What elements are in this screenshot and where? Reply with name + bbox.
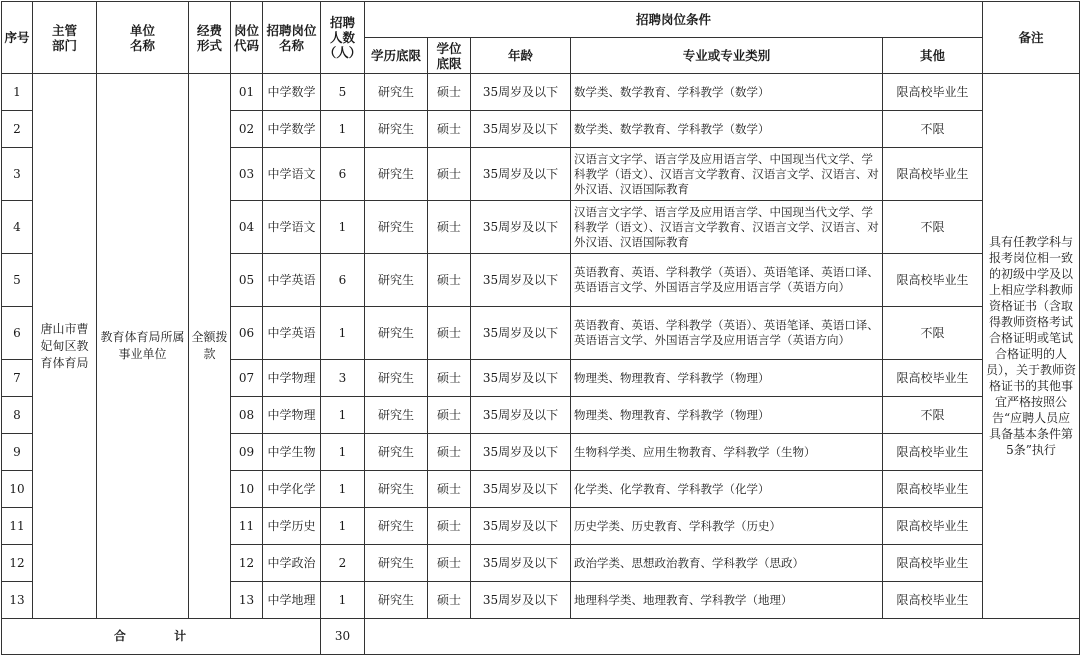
cell-major: 汉语言文字学、语言学及应用语言学、中国现当代文学、学科教学（语文）、汉语言文学教育、汉语言文学、汉语言、对外汉语、汉语国际教育 [571, 148, 883, 201]
cell-other: 限高校毕业生 [883, 582, 983, 619]
cell-age: 35周岁及以下 [471, 582, 571, 619]
cell-count: 1 [321, 397, 365, 434]
cell-count: 1 [321, 201, 365, 254]
cell-count: 1 [321, 111, 365, 148]
cell-funding: 全额拨款 [189, 74, 231, 619]
cell-degree: 硕士 [428, 201, 471, 254]
cell-seq: 11 [2, 508, 33, 545]
cell-degree: 硕士 [428, 74, 471, 111]
cell-edu: 研究生 [365, 74, 428, 111]
cell-post: 中学英语 [263, 254, 321, 307]
cell-degree: 硕士 [428, 111, 471, 148]
header-post: 招聘岗位 名称 [263, 2, 321, 74]
cell-post: 中学语文 [263, 201, 321, 254]
header-dept: 主管 部门 [33, 2, 97, 74]
cell-post: 中学生物 [263, 434, 321, 471]
cell-count: 5 [321, 74, 365, 111]
cell-degree: 硕士 [428, 434, 471, 471]
header-code: 岗位 代码 [231, 2, 263, 74]
cell-other: 不限 [883, 397, 983, 434]
cell-code: 09 [231, 434, 263, 471]
cell-edu: 研究生 [365, 360, 428, 397]
cell-age: 35周岁及以下 [471, 545, 571, 582]
cell-code: 03 [231, 148, 263, 201]
cell-degree: 硕士 [428, 148, 471, 201]
cell-code: 05 [231, 254, 263, 307]
cell-post: 中学物理 [263, 397, 321, 434]
header-major: 专业或专业类别 [571, 38, 883, 74]
total-row [2, 619, 1080, 655]
cell-degree: 硕士 [428, 307, 471, 360]
total-label: 合 计 [2, 619, 321, 655]
header-other: 其他 [883, 38, 983, 74]
cell-count: 1 [321, 508, 365, 545]
cell-other: 限高校毕业生 [883, 148, 983, 201]
cell-edu: 研究生 [365, 397, 428, 434]
cell-count: 1 [321, 434, 365, 471]
cell-degree: 硕士 [428, 582, 471, 619]
table-body [2, 74, 1080, 655]
cell-post: 中学英语 [263, 307, 321, 360]
cell-other: 限高校毕业生 [883, 545, 983, 582]
cell-age: 35周岁及以下 [471, 74, 571, 111]
cell-seq: 13 [2, 582, 33, 619]
cell-other: 限高校毕业生 [883, 434, 983, 471]
cell-post: 中学地理 [263, 582, 321, 619]
cell-code: 07 [231, 360, 263, 397]
cell-count: 1 [321, 307, 365, 360]
cell-count: 6 [321, 254, 365, 307]
cell-unit: 教育体育局所属事业单位 [97, 74, 189, 619]
cell-major: 英语教育、英语、学科教学（英语）、英语笔译、英语口译、英语语言文学、外国语言学及应用语言学（英语方向） [571, 254, 883, 307]
header-unit: 单位 名称 [97, 2, 189, 74]
cell-degree: 硕士 [428, 254, 471, 307]
cell-post: 中学政治 [263, 545, 321, 582]
cell-seq: 3 [2, 148, 33, 201]
cell-post: 中学物理 [263, 360, 321, 397]
cell-code: 11 [231, 508, 263, 545]
total-blank [365, 619, 1080, 655]
cell-seq: 4 [2, 201, 33, 254]
cell-other: 限高校毕业生 [883, 74, 983, 111]
cell-major: 汉语言文字学、语言学及应用语言学、中国现当代文学、学科教学（语文）、汉语言文学教育、汉语言文学、汉语言、对外汉语、汉语国际教育 [571, 201, 883, 254]
cell-age: 35周岁及以下 [471, 397, 571, 434]
cell-code: 04 [231, 201, 263, 254]
cell-dept: 唐山市曹妃甸区教育体育局 [33, 74, 97, 619]
cell-major: 生物科学类、应用生物教育、学科教学（生物） [571, 434, 883, 471]
cell-seq: 10 [2, 471, 33, 508]
header-funding: 经费 形式 [189, 2, 231, 74]
cell-post: 中学化学 [263, 471, 321, 508]
cell-age: 35周岁及以下 [471, 360, 571, 397]
header-count: 招聘 人数 （人） [321, 2, 365, 74]
cell-major: 数学类、数学教育、学科教学（数学） [571, 74, 883, 111]
cell-major: 历史学类、历史教育、学科教学（历史） [571, 508, 883, 545]
cell-code: 06 [231, 307, 263, 360]
cell-edu: 研究生 [365, 508, 428, 545]
cell-code: 01 [231, 74, 263, 111]
cell-count: 3 [321, 360, 365, 397]
cell-age: 35周岁及以下 [471, 111, 571, 148]
cell-edu: 研究生 [365, 545, 428, 582]
cell-age: 35周岁及以下 [471, 471, 571, 508]
cell-major: 英语教育、英语、学科教学（英语）、英语笔译、英语口译、英语语言文学、外国语言学及应用语言学（英语方向） [571, 307, 883, 360]
cell-major: 地理科学类、地理教育、学科教学（地理） [571, 582, 883, 619]
cell-count: 6 [321, 148, 365, 201]
recruitment-table [1, 1, 1080, 655]
cell-edu: 研究生 [365, 582, 428, 619]
cell-degree: 硕士 [428, 360, 471, 397]
cell-code: 10 [231, 471, 263, 508]
cell-edu: 研究生 [365, 148, 428, 201]
cell-age: 35周岁及以下 [471, 148, 571, 201]
cell-other: 不限 [883, 111, 983, 148]
cell-seq: 2 [2, 111, 33, 148]
cell-code: 02 [231, 111, 263, 148]
cell-seq: 7 [2, 360, 33, 397]
cell-seq: 5 [2, 254, 33, 307]
cell-age: 35周岁及以下 [471, 434, 571, 471]
cell-post: 中学语文 [263, 148, 321, 201]
cell-other: 限高校毕业生 [883, 254, 983, 307]
cell-other: 限高校毕业生 [883, 360, 983, 397]
cell-count: 1 [321, 471, 365, 508]
cell-degree: 硕士 [428, 508, 471, 545]
header-edu: 学历底限 [365, 38, 428, 74]
header-degree: 学位 底限 [428, 38, 471, 74]
cell-other: 限高校毕业生 [883, 471, 983, 508]
cell-seq: 1 [2, 74, 33, 111]
cell-age: 35周岁及以下 [471, 254, 571, 307]
cell-seq: 6 [2, 307, 33, 360]
cell-count: 1 [321, 582, 365, 619]
header-row-1 [2, 2, 1080, 38]
header-conditions: 招聘岗位条件 [365, 2, 983, 38]
cell-edu: 研究生 [365, 434, 428, 471]
cell-major: 政治学类、思想政治教育、学科教学（思政） [571, 545, 883, 582]
cell-count: 2 [321, 545, 365, 582]
header-seq: 序号 [2, 2, 33, 74]
cell-major: 化学类、化学教育、学科教学（化学） [571, 471, 883, 508]
cell-code: 08 [231, 397, 263, 434]
total-count: 30 [321, 619, 365, 655]
cell-degree: 硕士 [428, 545, 471, 582]
cell-post: 中学数学 [263, 111, 321, 148]
cell-code: 12 [231, 545, 263, 582]
cell-major: 数学类、数学教育、学科教学（数学） [571, 111, 883, 148]
cell-edu: 研究生 [365, 201, 428, 254]
table-row [2, 74, 1080, 111]
cell-age: 35周岁及以下 [471, 307, 571, 360]
cell-seq: 9 [2, 434, 33, 471]
cell-code: 13 [231, 582, 263, 619]
cell-age: 35周岁及以下 [471, 508, 571, 545]
cell-major: 物理类、物理教育、学科教学（物理） [571, 360, 883, 397]
cell-seq: 8 [2, 397, 33, 434]
cell-remark: 具有任教学科与报考岗位相一致的初级中学及以上相应学科教师资格证书（含取得教师资格考试合格证明或笔试合格证明的人员），关于教师资格证书的其他事宜严格按照公告“应聘人员应具备基本条件第5条”执行 [983, 74, 1080, 619]
cell-post: 中学数学 [263, 74, 321, 111]
header-remark: 备注 [983, 2, 1080, 74]
cell-other: 限高校毕业生 [883, 508, 983, 545]
cell-degree: 硕士 [428, 471, 471, 508]
cell-age: 35周岁及以下 [471, 201, 571, 254]
cell-post: 中学历史 [263, 508, 321, 545]
header-age: 年龄 [471, 38, 571, 74]
cell-degree: 硕士 [428, 397, 471, 434]
cell-other: 不限 [883, 201, 983, 254]
cell-edu: 研究生 [365, 307, 428, 360]
cell-edu: 研究生 [365, 111, 428, 148]
cell-other: 不限 [883, 307, 983, 360]
cell-seq: 12 [2, 545, 33, 582]
cell-edu: 研究生 [365, 471, 428, 508]
cell-edu: 研究生 [365, 254, 428, 307]
cell-major: 物理类、物理教育、学科教学（物理） [571, 397, 883, 434]
